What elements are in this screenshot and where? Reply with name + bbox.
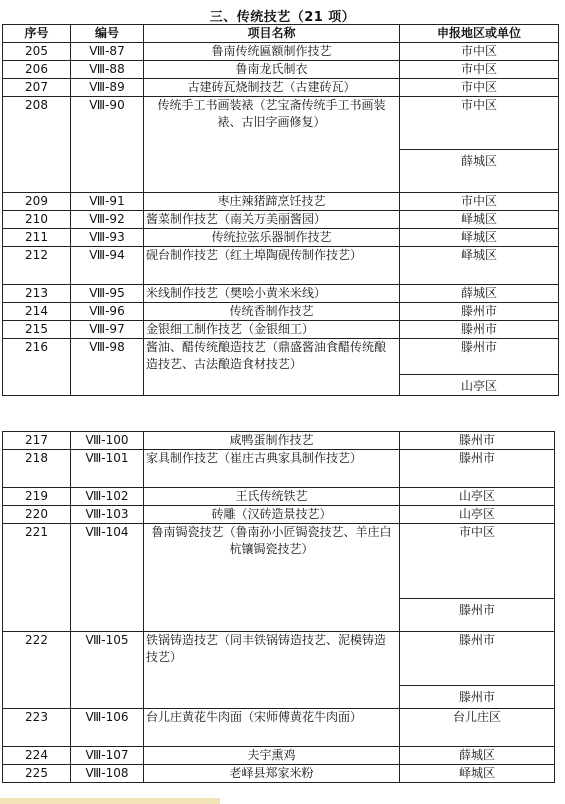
region-entry: 峄城区 [460, 212, 497, 226]
heritage-table-part2 [2, 431, 555, 783]
section-title: 三、传统技艺（21 项） [209, 10, 356, 25]
cell-project-name: 酱菜制作技艺（南关万美丽酱园） [144, 211, 400, 229]
table-row [3, 339, 559, 396]
cell-no: 224 [3, 747, 71, 765]
cell-region [400, 193, 559, 211]
region-entry: 滕州市 [460, 304, 497, 318]
cell-project-name: 古建砖瓦烧制技艺（古建砖瓦） [144, 79, 400, 97]
cell-code: Ⅷ-90 [71, 97, 144, 193]
cell-code: Ⅷ-87 [71, 43, 144, 61]
region-entry: 市中区 [460, 80, 497, 94]
table-row [3, 285, 559, 303]
cell-code: Ⅷ-105 [71, 632, 144, 709]
cell-code: Ⅷ-106 [71, 709, 144, 747]
cell-code: Ⅷ-91 [71, 193, 144, 211]
cell-code: Ⅷ-95 [71, 285, 144, 303]
region-entry: 市中区 [460, 98, 497, 112]
cell-code: Ⅷ-97 [71, 321, 144, 339]
region-entry: 台儿庄区 [452, 710, 501, 724]
table-row [3, 632, 555, 709]
cell-code: Ⅷ-92 [71, 211, 144, 229]
cell-code: Ⅷ-96 [71, 303, 144, 321]
cell-region [400, 303, 559, 321]
cell-project-name: 夫宇熏鸡 [144, 747, 400, 765]
cell-region [400, 747, 555, 765]
table-header-row [3, 25, 559, 43]
cell-no: 225 [3, 765, 71, 783]
cell-region [400, 632, 555, 709]
cell-no: 212 [3, 247, 71, 285]
cell-code: Ⅷ-88 [71, 61, 144, 79]
heritage-table-part1 [2, 24, 559, 396]
cell-project-name: 枣庄辣猪蹄烹饪技艺 [144, 193, 400, 211]
cell-no: 223 [3, 709, 71, 747]
header-no: 序号 [3, 25, 71, 43]
cell-code: Ⅷ-101 [71, 450, 144, 488]
cell-no: 215 [3, 321, 71, 339]
region-entry: 峄城区 [460, 230, 497, 244]
cell-region [400, 229, 559, 247]
table-row [3, 765, 555, 783]
cell-code: Ⅷ-104 [71, 524, 144, 632]
cell-code: Ⅷ-107 [71, 747, 144, 765]
table-row [3, 524, 555, 632]
cell-no: 216 [3, 339, 71, 396]
cell-no: 218 [3, 450, 71, 488]
cell-project-name: 鲁南龙氏制衣 [144, 61, 400, 79]
cell-no: 211 [3, 229, 71, 247]
region-entry: 滕州市 [458, 433, 495, 447]
table-row [3, 97, 559, 193]
region-entry: 峄城区 [460, 248, 497, 262]
region-entry: 薛城区 [460, 286, 497, 300]
cell-no: 206 [3, 61, 71, 79]
cell-no: 221 [3, 524, 71, 632]
cell-region [400, 79, 559, 97]
region-entry: 峄城区 [458, 766, 495, 780]
bottom-highlight-strip [0, 798, 220, 804]
cell-project-name: 酱油、醋传统酿造技艺（鼎盛酱油食醋传统酿造技艺、古法酿造食材技艺） [144, 339, 400, 396]
table-row [3, 709, 555, 747]
cell-project-name: 铁锅铸造技艺（同丰铁锅铸造技艺、泥模铸造技艺） [144, 632, 400, 709]
region-entry: 滕州市 [458, 633, 495, 647]
region-entry: 滕州市 [460, 340, 497, 354]
region-entry: 市中区 [458, 525, 495, 539]
cell-region [400, 339, 559, 396]
cell-region [400, 285, 559, 303]
table-row [3, 432, 555, 450]
cell-code: Ⅷ-98 [71, 339, 144, 396]
table-row [3, 506, 555, 524]
cell-no: 220 [3, 506, 71, 524]
cell-no: 222 [3, 632, 71, 709]
cell-region [400, 709, 555, 747]
cell-region [400, 43, 559, 61]
cell-region [400, 61, 559, 79]
cell-project-name: 传统香制作技艺 [144, 303, 400, 321]
table-row [3, 193, 559, 211]
table-body-part2 [3, 432, 555, 783]
cell-project-name: 鲁南锔瓷技艺（鲁南孙小匠锔瓷技艺、羊庄白杭镶锔瓷技艺） [144, 524, 400, 632]
cell-code: Ⅷ-89 [71, 79, 144, 97]
cell-project-name: 台儿庄黄花牛肉面（宋师傅黄花牛肉面） [144, 709, 400, 747]
cell-region [400, 765, 555, 783]
cell-code: Ⅷ-102 [71, 488, 144, 506]
header-code: 编号 [71, 25, 144, 43]
region-entry: 市中区 [460, 62, 497, 76]
table-row [3, 488, 555, 506]
region-entry: 山亭区 [400, 374, 558, 395]
cell-project-name: 砖雕（汉砖造景技艺） [144, 506, 400, 524]
cell-project-name: 砚台制作技艺（红土埠陶砚传制作技艺） [144, 247, 400, 285]
table-row [3, 79, 559, 97]
cell-no: 214 [3, 303, 71, 321]
region-entry: 薛城区 [458, 748, 495, 762]
cell-no: 208 [3, 97, 71, 193]
cell-project-name: 鲁南传统匾额制作技艺 [144, 43, 400, 61]
region-entry: 市中区 [460, 194, 497, 208]
cell-region [400, 247, 559, 285]
cell-no: 205 [3, 43, 71, 61]
cell-no: 219 [3, 488, 71, 506]
header-region: 申报地区或单位 [400, 25, 559, 43]
cell-region [400, 524, 555, 632]
cell-no: 210 [3, 211, 71, 229]
cell-no: 217 [3, 432, 71, 450]
cell-project-name: 米线制作技艺（樊哙小黄米米线） [144, 285, 400, 303]
region-entry: 滕州市 [460, 322, 497, 336]
cell-project-name: 家具制作技艺（崔庄古典家具制作技艺） [144, 450, 400, 488]
table-row [3, 43, 559, 61]
cell-no: 207 [3, 79, 71, 97]
cell-project-name: 老峄县郑家米粉 [144, 765, 400, 783]
cell-no: 213 [3, 285, 71, 303]
cell-region [400, 432, 555, 450]
cell-region [400, 488, 555, 506]
table-row [3, 747, 555, 765]
cell-project-name: 金银细工制作技艺（金银细工） [144, 321, 400, 339]
region-entry: 滕州市 [400, 685, 554, 706]
cell-no: 209 [3, 193, 71, 211]
cell-region [400, 450, 555, 488]
region-entry: 山亭区 [458, 489, 495, 503]
table-body-part1 [3, 43, 559, 396]
cell-project-name: 传统手工书画装裱（艺宝斋传统手工书画装裱、古旧字画修复） [144, 97, 400, 193]
cell-code: Ⅷ-100 [71, 432, 144, 450]
cell-code: Ⅷ-103 [71, 506, 144, 524]
cell-region [400, 211, 559, 229]
region-entry: 市中区 [460, 44, 497, 58]
table-row [3, 229, 559, 247]
header-name: 项目名称 [144, 25, 400, 43]
cell-region [400, 321, 559, 339]
region-entry: 山亭区 [458, 507, 495, 521]
cell-region [400, 97, 559, 193]
cell-code: Ⅷ-94 [71, 247, 144, 285]
region-entry: 滕州市 [458, 451, 495, 465]
region-entry: 薛城区 [400, 149, 558, 170]
cell-project-name: 传统拉弦乐器制作技艺 [144, 229, 400, 247]
cell-code: Ⅷ-93 [71, 229, 144, 247]
cell-project-name: 王氏传统铁艺 [144, 488, 400, 506]
table-row [3, 321, 559, 339]
table-row [3, 211, 559, 229]
table-row [3, 61, 559, 79]
table-row [3, 303, 559, 321]
cell-region [400, 506, 555, 524]
table-row [3, 450, 555, 488]
cell-project-name: 咸鸭蛋制作技艺 [144, 432, 400, 450]
cell-code: Ⅷ-108 [71, 765, 144, 783]
table-row [3, 247, 559, 285]
region-entry: 滕州市 [400, 598, 554, 619]
